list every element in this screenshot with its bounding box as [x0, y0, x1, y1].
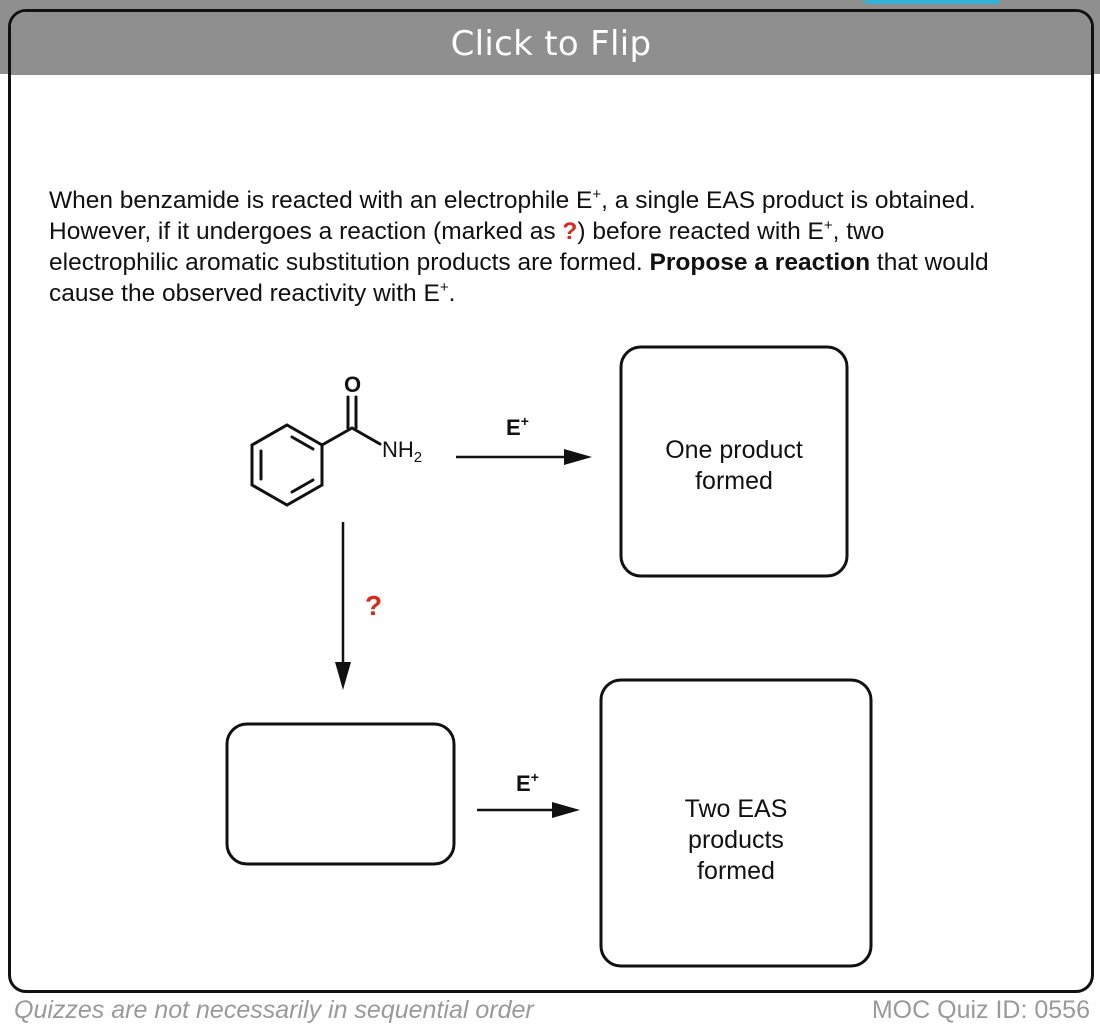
amine-main-text: NH — [382, 437, 414, 462]
benzamide-structure — [252, 397, 380, 505]
top-arrow-head — [564, 449, 592, 465]
carbon-nitrogen-bond — [352, 428, 380, 444]
top-reagent-main: E — [506, 415, 521, 440]
product-box-two-line-1: Two EAS — [684, 795, 788, 823]
top-reagent-label — [506, 413, 529, 440]
amine-subscript: 2 — [413, 449, 423, 466]
vertical-arrow-head — [335, 662, 351, 690]
ring-to-carbonyl-bond — [322, 428, 352, 445]
question-mark-label: ? — [365, 590, 383, 621]
top-reagent-sup: + — [520, 413, 529, 429]
bottom-arrow-head — [552, 802, 580, 818]
question-part-2: , a single EAS product is obtained. However, if it undergoes a reaction (marked as — [49, 187, 976, 245]
bottom-reagent-sup: + — [530, 769, 539, 785]
superscript-plus-3: + — [439, 278, 449, 296]
question-mark-inline: ? — [562, 218, 578, 245]
question-part-6: . — [448, 280, 456, 307]
bottom-reagent-main: E — [516, 771, 531, 796]
question-bold-prompt: Propose a reaction — [649, 249, 871, 276]
product-box-two — [601, 680, 871, 966]
superscript-plus-2: + — [823, 216, 833, 234]
product-box-two-line-3: formed — [697, 857, 775, 885]
footer-note: Quizzes are not necessarily in sequential order — [14, 996, 534, 1024]
superscript-plus-1: + — [592, 185, 602, 203]
quiz-id: MOC Quiz ID: 0556 — [871, 996, 1090, 1024]
ring-double-bond-2 — [292, 480, 313, 492]
question-part-5: that would cause the observed reactivity with E — [49, 249, 989, 307]
carbonyl-oxygen-label: O — [344, 372, 362, 397]
product-box-one-line-2: formed — [695, 467, 773, 495]
amine-label — [382, 437, 422, 466]
product-box-two-line-2: products — [688, 826, 784, 854]
question-part-1: When benzamide is reacted with an electrophile E — [49, 187, 593, 214]
question-part-4: , two electrophilic aromatic substitution products are formed. — [49, 218, 885, 276]
bottom-reagent-label — [516, 769, 539, 796]
intermediate-box — [227, 724, 454, 864]
question-part-3: ) before reacted with E — [577, 218, 824, 245]
flip-label[interactable]: Click to Flip — [450, 23, 652, 64]
product-box-one-line-1: One product — [665, 436, 803, 464]
